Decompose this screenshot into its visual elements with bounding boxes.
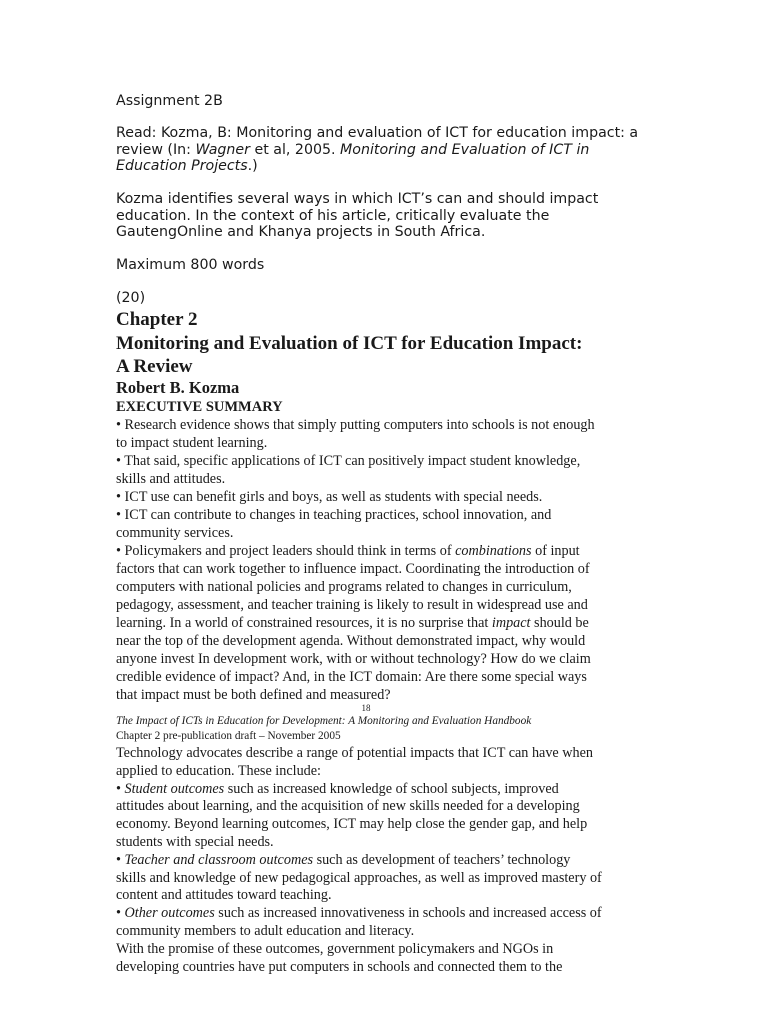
handbook-title: The Impact of ICTs in Education for Development: A Monitoring and Evaluation Handbook xyxy=(116,715,532,727)
marks: (20) xyxy=(116,290,146,306)
executive-summary xyxy=(116,416,636,704)
summary-line: skills and attitudes. xyxy=(116,471,226,487)
task-line: GautengOnline and Khanya projects in South Africa. xyxy=(116,224,486,240)
body-line: developing countries have put computers in schools and connected them to the xyxy=(116,958,563,975)
body-line: • Teacher and classroom outcomes such as development of teachers’ technology xyxy=(116,851,571,868)
body-line: • Student outcomes such as increased knowledge of school subjects, improved xyxy=(116,780,559,797)
summary-line: • That said, specific applications of ICT can positively impact student knowledge, xyxy=(116,453,581,469)
reading-line: review (In: Wagner et al, 2005. Monitoring and Evaluation of ICT in xyxy=(116,141,590,158)
body-line: content and attitudes toward teaching. xyxy=(116,887,332,904)
summary-line: anyone invest In development work, with or without technology? How do we claim xyxy=(116,651,591,667)
body-line: • Other outcomes such as increased innovativeness in schools and increased access of xyxy=(116,905,602,922)
assignment-task xyxy=(116,191,636,241)
page-footer xyxy=(116,714,636,744)
summary-line: factors that can work together to influence impact. Coordinating the introduction of xyxy=(116,561,590,577)
reading-line: Read: Kozma, B: Monitoring and evaluation of ICT for education impact: a xyxy=(116,125,639,141)
summary-line: learning. In a world of constrained resources, it is no surprise that impact should be xyxy=(116,615,589,631)
author-name: Robert B. Kozma xyxy=(116,378,240,397)
body-line: skills and knowledge of new pedagogical approaches, as well as improved mastery of xyxy=(116,869,602,886)
body-line: economy. Beyond learning outcomes, ICT may help close the gender gap, and help xyxy=(116,816,588,833)
reading-line: Education Projects.) xyxy=(116,158,258,174)
body-line: applied to education. These include: xyxy=(116,762,321,779)
summary-line: • Policymakers and project leaders should think in terms of combinations of input xyxy=(116,543,580,559)
summary-line: to impact student learning. xyxy=(116,435,268,451)
chapter-label: Chapter 2 xyxy=(116,309,198,330)
body-line: attitudes about learning, and the acquisition of new skills needed for a developing xyxy=(116,798,580,815)
chapter-title: Monitoring and Evaluation of ICT for Education Impact: A Review xyxy=(116,333,583,377)
draft-note: Chapter 2 pre-publication draft – November 2005 xyxy=(116,730,341,742)
summary-line: that impact must be both defined and measured? xyxy=(116,687,391,703)
body-line: community members to adult education and literacy. xyxy=(116,922,415,939)
assignment-heading xyxy=(116,93,636,110)
summary-line: community services. xyxy=(116,525,234,541)
body-line: Technology advocates describe a range of potential impacts that ICT can have when xyxy=(116,745,593,761)
summary-line: • ICT can contribute to changes in teaching practices, school innovation, and xyxy=(116,507,552,523)
page-number: 18 xyxy=(361,703,371,713)
summary-line: • ICT use can benefit girls and boys, as well as students with special needs. xyxy=(116,489,543,505)
summary-line: credible evidence of impact? And, in the ICT domain: Are there some special ways xyxy=(116,669,587,685)
assignment-title: Assignment 2B xyxy=(116,93,223,109)
summary-line: pedagogy, assessment, and teacher training is likely to result in widespread use and xyxy=(116,597,588,613)
body-line: students with special needs. xyxy=(116,833,274,850)
summary-line: near the top of the development agenda. Without demonstrated impact, why would xyxy=(116,633,586,649)
task-line: education. In the context of his article, critically evaluate the xyxy=(116,207,550,224)
task-line: Kozma identifies several ways in which ICT’s can and should impact xyxy=(116,191,599,207)
executive-summary-heading: EXECUTIVE SUMMARY xyxy=(116,399,283,415)
reading-instruction xyxy=(116,125,639,175)
word-limit: Maximum 800 words xyxy=(116,257,265,273)
body-line: With the promise of these outcomes, government policymakers and NGOs in xyxy=(116,940,554,957)
body-text xyxy=(116,745,636,976)
summary-line: computers with national policies and programs related to changes in curriculum, xyxy=(116,579,572,595)
summary-line: • Research evidence shows that simply putting computers into schools is not enough xyxy=(116,417,595,433)
